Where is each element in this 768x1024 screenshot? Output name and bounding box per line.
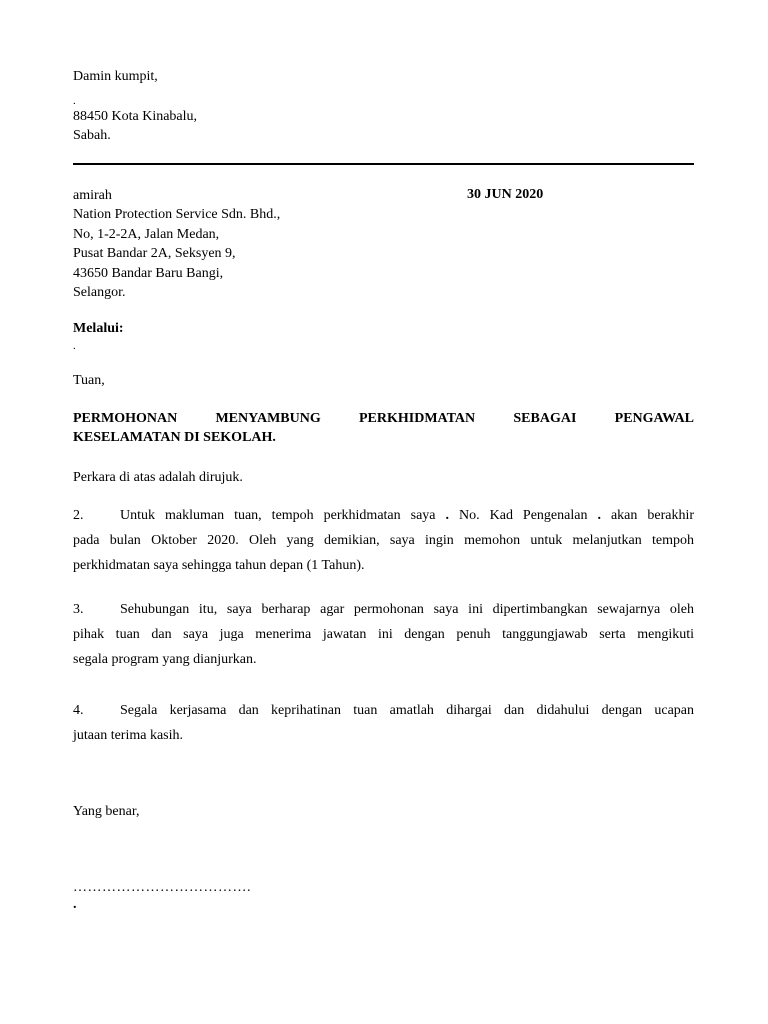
recipient-address-3: 43650 Bandar Baru Bangi, — [73, 266, 224, 281]
paragraph-2-line-3: perkhidmatan saya sehingga tahun depan (1 Tahun). — [73, 558, 365, 573]
paragraph-4-line-2: jutaan terima kasih. — [73, 728, 184, 743]
salutation: Tuan, — [73, 373, 105, 388]
subject-line-2: KESELAMATAN DI SEKOLAH. — [73, 430, 276, 445]
header-divider — [73, 163, 694, 165]
via-label: Melalui: — [73, 321, 124, 336]
paragraph-2-blank-name: . — [445, 508, 450, 523]
paragraph-2-number: 2. — [73, 508, 84, 523]
signature-name: . — [73, 897, 77, 912]
paragraph-3-number: 3. — [73, 602, 84, 617]
paragraph-4 — [73, 698, 694, 748]
paragraph-3-line-3: segala program yang dianjurkan. — [73, 652, 257, 667]
paragraph-3-line-2: pihak tuan dan saya juga menerima jawatan ini dengan penuh tanggungjawab serta mengikuti — [73, 627, 694, 642]
paragraph-2-line-2: pada bulan Oktober 2020. Oleh yang demikian, saya ingin memohon untuk melanjutkan tempoh — [73, 533, 694, 548]
paragraph-2 — [73, 503, 694, 578]
reference-text: Perkara di atas adalah dirujuk. — [73, 470, 243, 485]
sender-address-blank: . — [73, 95, 76, 107]
paragraph-2-line-1 — [73, 503, 694, 528]
paragraph-2-blank-ic: . — [597, 508, 601, 523]
sender-postcode-city: 88450 Kota Kinabalu, — [73, 109, 198, 124]
recipient-name: amirah — [73, 188, 112, 203]
paragraph-2-text-e: akan berakhir — [610, 508, 695, 523]
paragraph-4-line-1 — [73, 698, 694, 723]
letter-page — [73, 0, 694, 1024]
recipient-address-2: Pusat Bandar 2A, Seksyen 9, — [73, 246, 236, 261]
subject-line-1: PERMOHONAN MENYAMBUNG PERKHIDMATAN SEBAGAI PENGAWAL — [73, 411, 694, 426]
paragraph-3-line-1 — [73, 597, 694, 622]
sender-name: Damin kumpit, — [73, 69, 158, 84]
recipient-address-4: Selangor. — [73, 285, 126, 300]
paragraph-3 — [73, 597, 694, 672]
sender-state: Sabah. — [73, 128, 111, 143]
via-value: . — [73, 340, 76, 352]
paragraph-2-text-a: Untuk makluman tuan, tempoh perkhidmatan saya — [120, 508, 436, 523]
recipient-address-1: No, 1-2-2A, Jalan Medan, — [73, 227, 220, 242]
signature-line: ………………………………. — [73, 880, 251, 895]
paragraph-3-text: Sehubungan itu, saya berharap agar permohonan saya ini dipertimbangkan sewajarnya oleh — [120, 602, 694, 617]
recipient-company: Nation Protection Service Sdn. Bhd., — [73, 207, 281, 222]
closing: Yang benar, — [73, 804, 140, 819]
letter-date: 30 JUN 2020 — [467, 187, 544, 202]
paragraph-2-text-c: No. Kad Pengenalan — [459, 508, 588, 523]
paragraph-4-text: Segala kerjasama dan keprihatinan tuan amatlah dihargai dan didahului dengan ucapan — [120, 703, 694, 718]
paragraph-4-number: 4. — [73, 703, 84, 718]
